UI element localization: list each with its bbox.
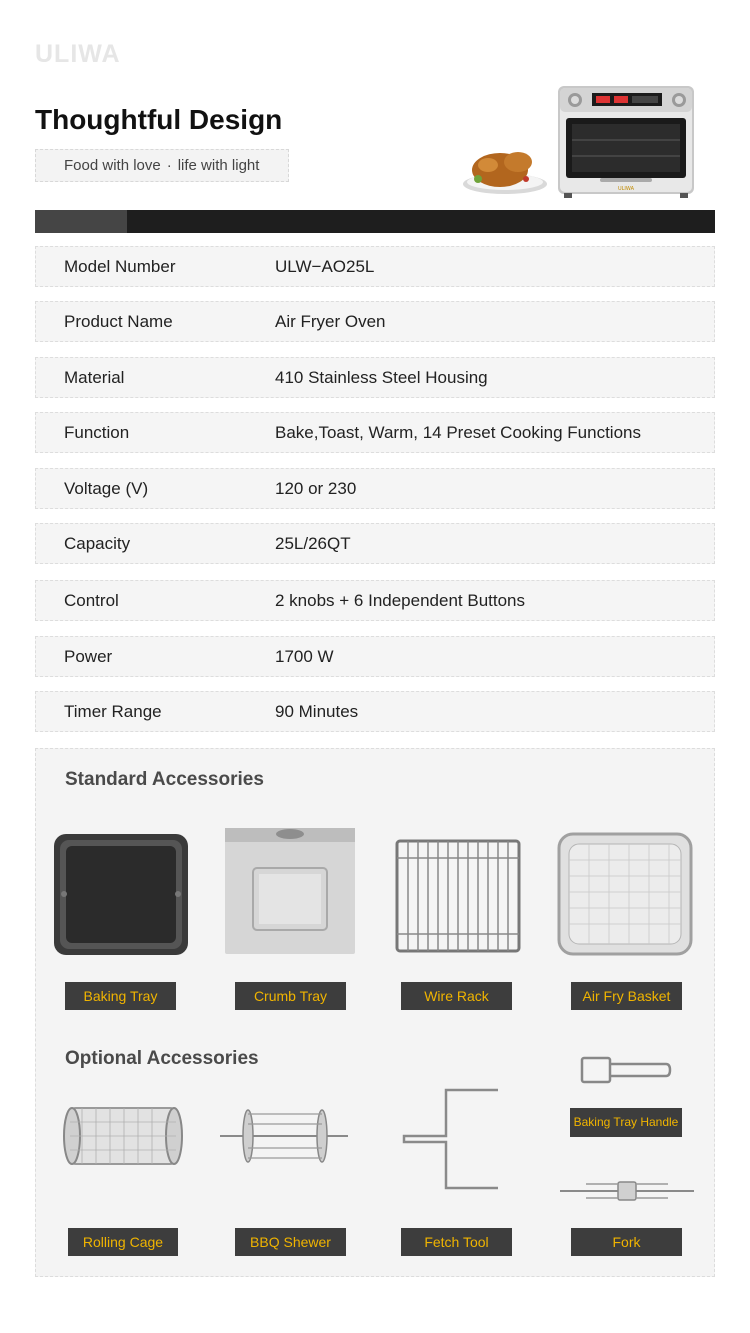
label-air-fry-basket: Air Fry Basket [571, 982, 682, 1010]
spec-value: 25L/26QT [275, 534, 351, 553]
spec-row-capacity [35, 523, 715, 564]
baking-tray-handle-image [578, 1054, 672, 1086]
tagline [35, 149, 289, 182]
label-bbq-shewer: BBQ Shewer [235, 1228, 346, 1256]
label-baking-tray: Baking Tray [65, 982, 176, 1010]
label-rolling-cage: Rolling Cage [68, 1228, 178, 1256]
baking-tray-image [52, 832, 190, 957]
spec-label: Model Number [64, 257, 176, 276]
fetch-tool-image [398, 1086, 502, 1194]
label-fork: Fork [571, 1228, 682, 1256]
spec-label: Voltage (V) [64, 479, 149, 498]
spec-label: Timer Range [64, 702, 162, 721]
tagline-left: Food with love [64, 157, 161, 174]
spec-label: Power [64, 647, 113, 666]
spec-row-material [35, 357, 715, 398]
air-fryer-oven-image [460, 82, 700, 204]
spec-row-control [35, 580, 715, 621]
spec-label: Material [64, 368, 125, 387]
fork-image [558, 1176, 696, 1206]
optional-accessories-title: Optional Accessories [65, 1048, 259, 1069]
spec-row-voltage [35, 468, 715, 509]
standard-accessories-title: Standard Accessories [65, 769, 264, 790]
page-title: Thoughtful Design [35, 104, 283, 135]
spec-value: 90 Minutes [275, 702, 359, 721]
spec-label: Product Name [64, 312, 173, 331]
bbq-shewer-image [218, 1104, 350, 1168]
spec-value: 1700 W [275, 647, 334, 666]
air-fry-basket-image [557, 832, 693, 956]
label-crumb-tray: Crumb Tray [235, 982, 346, 1010]
spec-label: Control [64, 591, 119, 610]
tagline-right: life with light [177, 157, 260, 174]
spec-value: 2 knobs + 6 Independent Buttons [275, 591, 526, 610]
tagline-dot: · [166, 157, 172, 174]
section-divider-bar [35, 210, 715, 233]
spec-label: Function [64, 423, 130, 442]
label-baking-tray-handle: Baking Tray Handle [570, 1108, 682, 1137]
spec-row-timer-range [35, 691, 715, 732]
spec-value: Air Fryer Oven [275, 312, 386, 331]
spec-row-product-name [35, 301, 715, 342]
spec-row-model-number [35, 246, 715, 287]
spec-value: ULW−AO25L [275, 257, 375, 276]
label-wire-rack: Wire Rack [401, 982, 512, 1010]
divider-accent [35, 210, 127, 233]
crumb-tray-image [223, 826, 357, 956]
rolling-cage-image [62, 1104, 184, 1168]
spec-row-power [35, 636, 715, 677]
brand-watermark: ULIWA [35, 40, 121, 68]
label-fetch-tool: Fetch Tool [401, 1228, 512, 1256]
spec-value: Bake,Toast, Warm, 14 Preset Cooking Functions [275, 423, 641, 442]
oven-brand-mark: ULIWA [617, 186, 635, 192]
wire-rack-image [394, 838, 522, 954]
spec-row-function [35, 412, 715, 453]
spec-value: 120 or 230 [275, 479, 357, 498]
spec-value: 410 Stainless Steel Housing [275, 368, 488, 387]
spec-label: Capacity [64, 534, 131, 553]
